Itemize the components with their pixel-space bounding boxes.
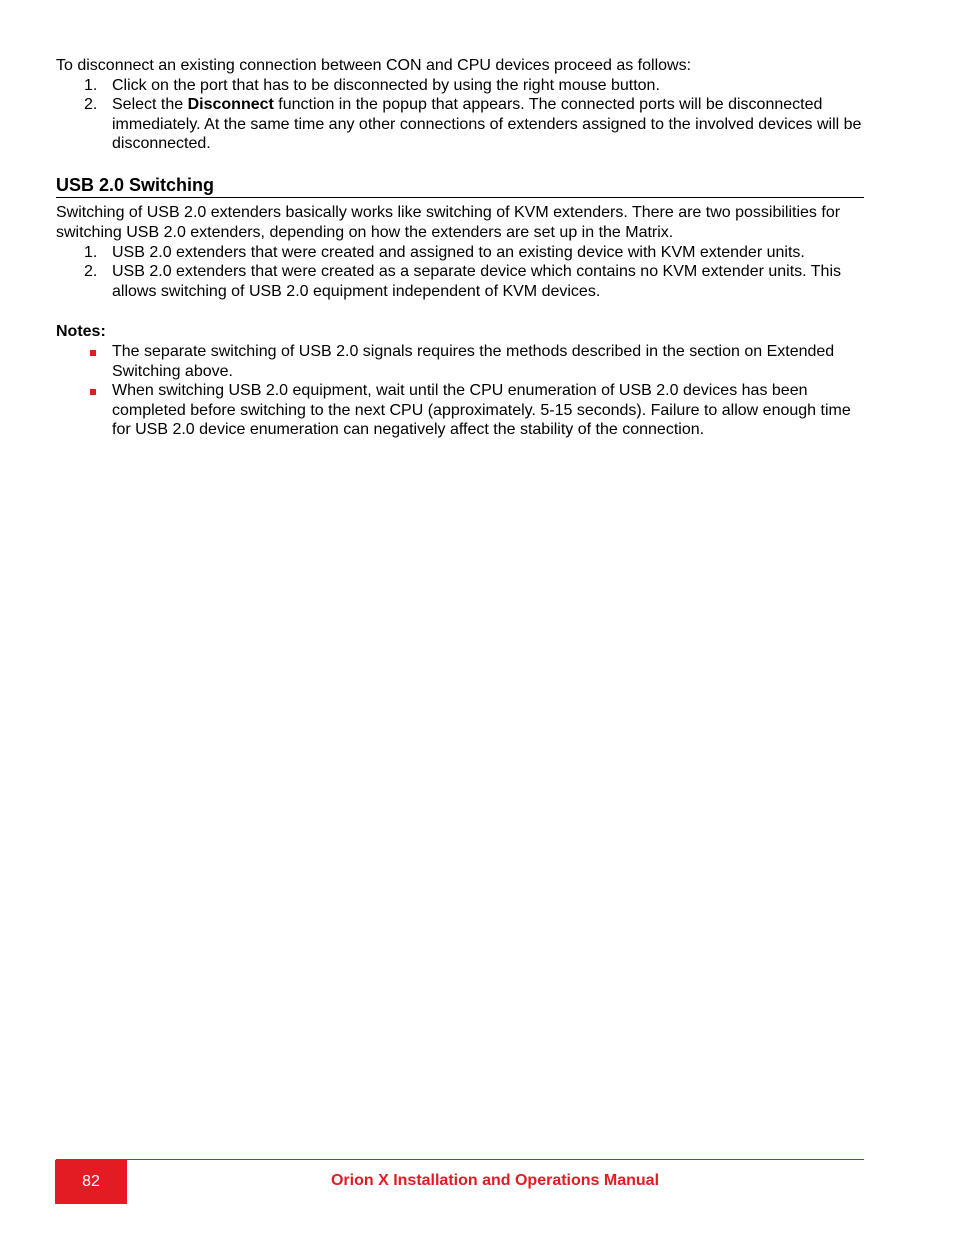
- list-item-text: USB 2.0 extenders that were created and assigned to an existing device with KVM extender units.: [112, 243, 805, 261]
- page-number: 82: [55, 1160, 127, 1204]
- usb-possibilities-list: [56, 243, 866, 302]
- list-item-number: 1.: [84, 76, 98, 94]
- list-item-number: 1.: [84, 243, 98, 261]
- note-text: The separate switching of USB 2.0 signals requires the methods described in the section on Extended Switching above.: [112, 343, 835, 380]
- list-item: [56, 243, 866, 263]
- footer-divider: [56, 1159, 864, 1160]
- footer-title: Orion X Installation and Operations Manual: [330, 1172, 660, 1189]
- list-item-text-prefix: Select the: [112, 96, 188, 113]
- list-item-number: 2.: [84, 96, 98, 113]
- disconnect-steps-list: [56, 76, 866, 154]
- list-item: [56, 342, 866, 381]
- list-item-text-suffix: function in the popup that appears. The connected ports will be disconnected immediately. At the same time any other connections of extenders assigned to the involved devices will be disconnected.: [112, 96, 862, 152]
- list-item-text: USB 2.0 extenders that were created as a separate device which contains no KVM extender units. This allows switching of USB 2.0 equipment independent of KVM devices.: [112, 263, 841, 300]
- note-text: When switching USB 2.0 equipment, wait until the CPU enumeration of USB 2.0 devices has been completed before switching to the next CPU (approximately. 5-15 seconds). Failure to allow enough time for USB 2.0 device enumeration can negatively affect the stability of the connection.: [112, 382, 851, 438]
- square-bullet-icon: [90, 389, 96, 395]
- list-item: [56, 262, 866, 301]
- list-item: [56, 76, 866, 96]
- section-heading: USB 2.0 Switching: [56, 174, 864, 198]
- notes-list: [56, 342, 866, 440]
- list-item: [56, 95, 866, 154]
- list-item-text: Click on the port that has to be disconnected by using the right mouse button.: [112, 76, 660, 94]
- intro-paragraph: To disconnect an existing connection between CON and CPU devices proceed as follows:: [56, 57, 692, 74]
- disconnect-function-name: Disconnect: [187, 96, 274, 113]
- notes-label: Notes:: [56, 323, 106, 340]
- list-item-number: 2.: [84, 263, 98, 280]
- usb-switching-paragraph: Switching of USB 2.0 extenders basically works like switching of KVM extenders. There are two possibilities for switching USB 2.0 extenders, depending on how the extenders are set up in the Matrix.: [56, 204, 841, 241]
- list-item: [56, 381, 866, 440]
- square-bullet-icon: [90, 350, 96, 356]
